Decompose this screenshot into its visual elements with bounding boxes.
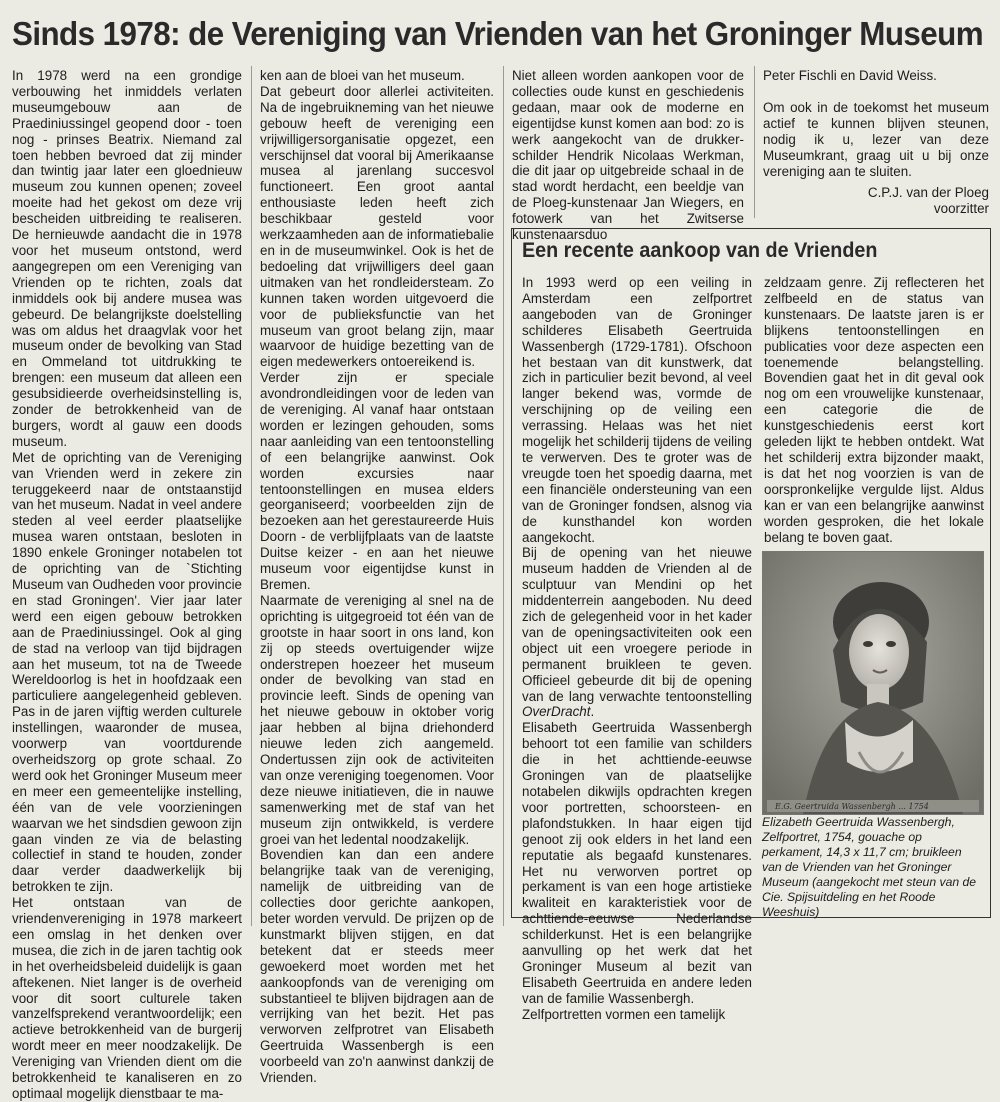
paragraph: Peter Fischli en David Weiss. [763,68,937,83]
paragraph: Het ontstaan van de vriendenvereniging in 1978 markeert een omslag in het denken over musea, die zich in de jaren tachtig ook in het overheidsbeleid duidelijk is gaan aftekenen. Niet langer is de overheid voor dit soort culturele taken vanzelfsprekend verantwoordelijk; een actieve betrokkenheid van de burgerij wordt meer en meer noodzakelijk. De Vereniging van Vrienden dient om die betrokkenheid te kanaliseren en zo optimaal mogelijk dienstbaar te ma- [12,895,242,1101]
paragraph: Met de oprichting van de Vereniging van Vrienden werd in zekere zin teruggekeerd naar de ontstaanstijd van het museum. Nadat in veel andere steden al veel eerder plaatselijke musea waren ontstaan, besloten in 1890 enkele Groninger notabelen tot de oprichting van de `Stichting Museum van Oudheden voor provincie en stad Groningen'. Vier jaar later werd een eigen gebouw betrokken aan de Praediniussingel. Ook al ging de stad na verloop van tijd bijdragen aan het museum, tot na de Tweede Wereldoorlog is het in hoofdzaak een particuliere aangelegenheid gebleven. Pas in de jaren vijftig werden culturele instellingen, waaronder de musea, voorwerp van voortdurende overheidszorg op grote schaal. Zo werd ook het Groninger Museum meer en meer een gemeentelijke instelling, één van de vele voorzieningen waarvan we het sindsdien gewoon zijn gaan vinden ze via de belasting collectief in stand te houden, zonder daar verder daadwerkelijk bij betrokken te zijn. [12,449,243,895]
sidebar-column-2 [764,275,984,545]
column-rule [503,66,504,926]
paragraph: Niet alleen worden aankopen voor de collecties oude kunst en geschiedenis gedaan, maar ook de moderne en eigentijdse kunst komen aan bod: zo is werk aangekocht van de drukker-schilder Hendrik Nicolaas Werkman, die dit jaar op uitgebreide schaal in de stad wordt herdacht, een beeldje van de Ploeg-kunstenaar Jan Wiegers, en fotowerk van het Zwitserse kunstenaarsduo [512,68,744,243]
paragraph: In 1993 werd op een veiling in Amsterdam een zelfportret aangeboden van de Groninger schilderes Elisabeth Geertruida Wassenbergh (1729-1781). Ofschoon het bestaan van dit kunstwerk, dat zich in particulier bezit bevond, al veel langer bekend was, vormde de verschijning op de veiling een verrassing. Helaas was het niet mogelijk het schilderij tijdens de veiling te verwerven. Des te groter was de vreugde toen het spoedig daarna, met een financiële ondersteuning van een van de Groninger fondsen, alsnog via de kunsthandel kon worden aangekocht. [522,275,752,545]
portrait-inscription: E.G. Geertruida Wassenbergh ... 1754 [775,802,929,811]
sidebar-column-1 [522,275,752,1022]
paragraph: Naarmate de vereniging al snel na de oprichting is uitgegroeid tot één van de grootste in haar soort in ons land, kon zij op steeds overtuigender wijze onderstrepen hoezeer het museum onder de bevolking van stad en provincie leeft. Sinds de opening van het nieuwe gebouw in oktober vorig jaar hebben al bijna driehonderd nieuwe leden zich aangemeld. Ondertussen zijn ook de activiteiten van onze vereniging toegenomen. Voor deze nieuwe initiatieven, die in nauwe samenwerking met de staf van het museum zijn ontwikkeld, is verdere groei van het ledental noodzakelijk. [260,592,494,847]
signature-name: C.P.J. van der Ploeg [867,185,989,201]
article-column-1 [12,68,243,1101]
portrait-caption: Elizabeth Geertruida Wassenbergh, Zelfportret, 1754, gouache op perkament, 14,3 x 11,7 cm; bruikleen van de Vrienden van het Groninger Museum (aangekocht met steun van de Cie. Spijsuitdeling en het Roode Weeshuis) [762,815,977,919]
paragraph: Dat gebeurt door allerlei activiteiten. Na de ingebruikneming van het nieuwe gebouw heeft de vereniging een vrijwilligersorganisatie opgezet, een verschijnsel dat vooral bij Amerikaanse musea al jarenlang succesvol functioneert. Een groot aantal enthousiaste leden heeft zich beschikbaar gesteld voor werkzaamheden aan de informatiebalie en in de museumwinkel. Ook is het de bedoeling dat vrijwilligers deel gaan uitmaken van het rondleidersteam. Zo kunnen taken worden uitgevoerd die voor de publieksfunctie van het museum van groot belang zijn, maar waarvoor de huidige bezetting van de eigen medewerkers ontoereikend is. [260,83,494,370]
portrait-illustration [763,552,983,814]
paragraph: Verder zijn er speciale avondrondleidingen voor de leden van de vereniging. Al vanaf haar ontstaan worden er lezingen gehouden, soms naar aanleiding van een tentoonstelling of een belangrijke aanwinst. Ook worden excursies naar tentoonstellingen en musea elders georganiseerd; voorbeelden zijn de bezoeken aan het gerestaureerde Huis Doorn - de verblijfplaats van de laatste Duitse keizer - en aan het nieuwe museum voor eigentijdse kunst in Bremen. [260,370,494,592]
article-column-2 [260,68,494,1086]
paragraph: Bij de opening van het nieuwe museum hadden de Vrienden al de sculptuur van Mendini op het middenterrein aangeboden. Nu deed zich de gelegenheid voor in het kader van de openingsactiviteiten ook een object uit een vroegere periode in permanent bruikleen te geven. Officieel gebeurde dit bij de opening van de lang verwachte tentoonstelling OverDracht. [522,545,752,720]
paragraph-text: Bij de opening van het nieuwe museum hadden de Vrienden al de sculptuur van Mendini op het middenterrein aangeboden. Nu deed zich de gelegenheid voor in het kader van de openingsactiviteiten ook een object uit een vroegere periode in permanent bruikleen te geven. Officieel gebeurde dit bij de opening van de lang verwachte tentoonstelling [522,545,752,704]
sidebar-title: Een recente aankoop van de Vrienden [522,239,878,262]
article-column-3 [512,68,744,243]
column-rule [754,66,755,218]
portrait-image [762,551,984,815]
paragraph: Om ook in de toekomst het museum actief te kunnen blijven steunen, nodig ik u, lezer van deze Museumkrant, graag uit u bij onze vereniging aan te sluiten. [763,99,989,179]
paragraph: zeldzaam genre. Zij reflecteren het zelfbeeld en de status van kunstenaars. De laatste jaren is er blijkens tentoonstellingen en publicaties voor deze aspecten een toenemende belangstelling. Bovendien gaat het in dit geval ook nog om een vrouwelijke kunstenaar, een categorie die de kunstgeschiedenis eerst kort geleden lijkt te hebben ontdekt. Wat het schilderij extra bijzonder maakt, is dat het nog voorzien is van de oorspronkelijke vergulde lijst. Aldus kan er van een belangrijke aanwinst worden gesproken, die het lokale belang te boven gaat. [764,275,984,545]
paragraph: Zelfportretten vormen een tamelijk [522,1006,726,1022]
signature-role: voorzitter [933,201,989,217]
column-rule [251,66,252,926]
paragraph: ken aan de bloei van het museum. [260,68,465,83]
paragraph: In 1978 werd na een grondige verbouwing het inmiddels verlaten museumgebouw aan de Praediniussingel geopend door - toen nog - prinses Beatrix. Niemand zal toen hebben bevroed dat zij minder dan twintig jaar later een gloednieuw museum zou kunnen openen; zoveel moeite had het gekost om deze vrij bescheiden uitbreiding te realiseren. De hernieuwde aandacht die in 1978 voor het museum ontstond, werd aangegrepen om een Vereniging van Vrienden op te richten, zoals dat inmiddels ook bij andere musea was gebeurd. De belangrijkste doelstelling was om aldus het draagvlak voor het museum onder de bevolking van Stad en Ommeland tot uitdrukking te brengen: een museum dat alleen een gesubsidieerde overheidsinstelling is, zonder de betrokkenheid van de burgers, wordt al gauw een doods museum. [12,68,242,449]
headline: Sinds 1978: de Vereniging van Vrienden van het Groninger Museum [12,15,984,52]
exhibition-name: OverDracht [522,704,591,720]
sidebar-box [511,228,991,1022]
article-column-4 [763,68,989,218]
paragraph: Elisabeth Geertruida Wassenbergh behoort tot een familie van schilders die in het achttiende-eeuwse Groningen van de plaatselijke notabelen dikwijls opdrachten kregen voor portretten, schoorsteen- en plafondstukken. In haar eigen tijd genoot zij ook elders in het land een reputatie als begaafd kunstenares. Het nu verworven portret op perkament is van een hoge artistieke kwaliteit en karakteristiek voor de achttiende-eeuwse Nederlandse schilderkunst. Het is een belangrijke aanvulling op het werk dat het Groninger Museum al bezit van Elisabeth Geertruida en andere leden van de familie Wassenbergh. [522,720,752,1006]
paragraph: Bovendien kan dan een andere belangrijke taak van de vereniging, namelijk de uitbreiding van de collecties door gerichte aankopen, beter worden vervuld. De prijzen op de kunstmarkt blijven stijgen, en dat betekent dat er steeds meer gewoekerd moet worden met het aankoopfonds van de vereniging om substantieel te blijven bijdragen aan de verrijking van het bezit. Het pas verworven zelfprotret van Elisabeth Geertruida Wassenbergh is een voorbeeld van zo'n aanwinst dankzij de Vrienden. [260,847,494,1086]
